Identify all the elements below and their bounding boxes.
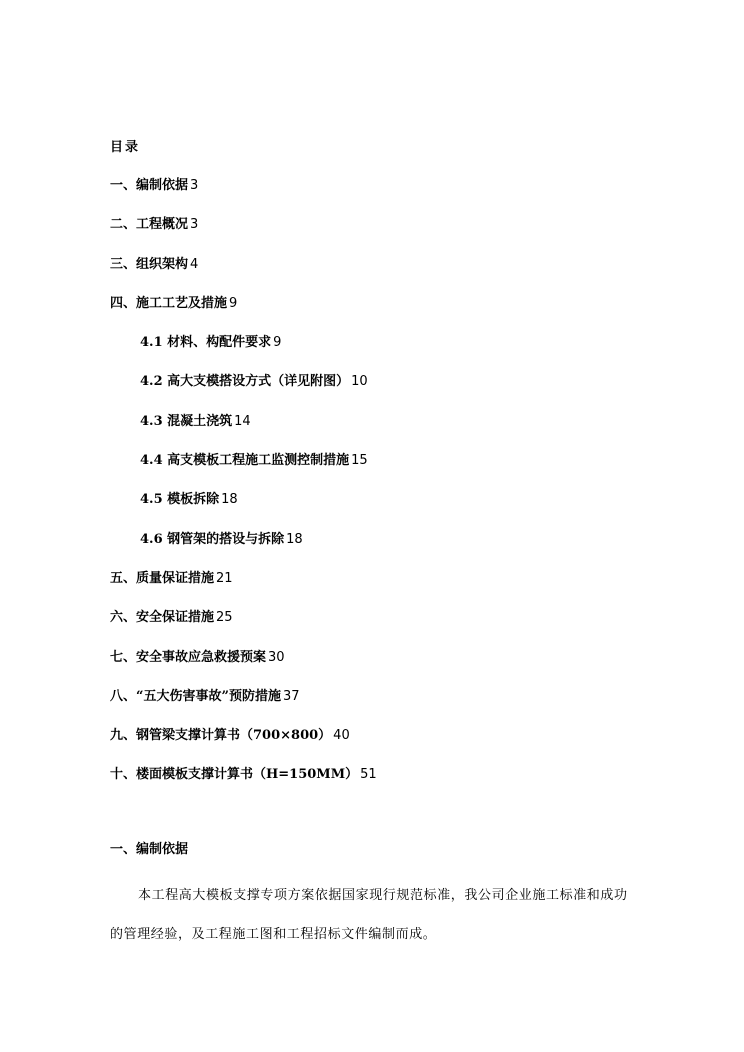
table-of-contents [0, 176, 744, 805]
section-heading: 一、编制依据 [110, 842, 189, 857]
toc-subitem[interactable] [0, 490, 744, 529]
toc-item-page: 14 [234, 413, 251, 429]
toc-item-label: 4.3 混凝土浇筑 [140, 413, 233, 429]
toc-item-label: 4.2 高大支模搭设方式（详见附图） [140, 374, 350, 390]
toc-item-label: 4.1 材料、构配件要求 [140, 335, 272, 351]
toc-item-page: 40 [333, 728, 350, 744]
toc-item-label: 二、工程概况 [110, 217, 189, 233]
toc-item-page: 25 [216, 610, 233, 626]
toc-item-label: 七、安全事故应急救援预案 [110, 649, 267, 665]
toc-item[interactable] [0, 765, 744, 804]
toc-item-label: 4.6 钢管架的搭设与拆除 [140, 531, 285, 547]
toc-item-label: 一、编制依据 [110, 178, 189, 193]
toc-subitem[interactable] [0, 333, 744, 372]
toc-item-label: 五、质量保证措施 [110, 570, 215, 586]
toc-item-page: 4 [190, 256, 199, 272]
toc-subitem[interactable] [0, 451, 744, 490]
toc-item[interactable] [0, 176, 744, 215]
toc-item[interactable] [0, 215, 744, 254]
toc-item-label: 4.5 模板拆除 [140, 492, 220, 508]
toc-subitem[interactable] [0, 530, 744, 569]
toc-item-page: 30 [268, 649, 285, 665]
toc-item[interactable] [0, 294, 744, 333]
toc-item[interactable] [0, 687, 744, 726]
body-paragraph: 本工程高大模板支撑专项方案依据国家现行规范标准，我公司企业施工标准和成功的管理经验，及工程施工图和工程招标文件编制而成。 [110, 888, 628, 942]
toc-item-page: 37 [282, 688, 300, 704]
toc-item-page: 3 [190, 178, 199, 193]
toc-title: 目录 [110, 140, 141, 155]
toc-subitem[interactable] [0, 412, 744, 451]
toc-item[interactable] [0, 569, 744, 608]
toc-item[interactable] [0, 726, 744, 765]
toc-item-page: 15 [351, 453, 368, 469]
toc-item-page: 51 [360, 767, 377, 783]
toc-item-page: 10 [351, 374, 368, 390]
toc-item-page: 9 [229, 295, 238, 311]
toc-item-label: 四、施工工艺及措施 [110, 295, 228, 311]
toc-item-page: 3 [190, 217, 199, 233]
toc-item[interactable] [0, 608, 744, 647]
toc-item-label: 八、“五大伤害事故”预防措施 [110, 688, 281, 704]
toc-item-page: 9 [273, 335, 282, 351]
toc-item-label: 六、安全保证措施 [110, 610, 215, 626]
toc-item-label: 三、组织架构 [110, 256, 189, 272]
toc-item-page: 21 [216, 570, 233, 586]
toc-item-label: 九、钢管梁支撑计算书（700×800） [110, 728, 332, 744]
toc-item[interactable] [0, 648, 744, 687]
toc-item-page: 18 [221, 492, 238, 508]
toc-item-page: 18 [286, 531, 303, 547]
toc-subitem[interactable] [0, 372, 744, 411]
toc-item-label: 4.4 高支模板工程施工监测控制措施 [140, 453, 350, 469]
toc-item-label: 十、楼面模板支撑计算书（H=150MM） [110, 767, 359, 783]
toc-item[interactable] [0, 255, 744, 294]
